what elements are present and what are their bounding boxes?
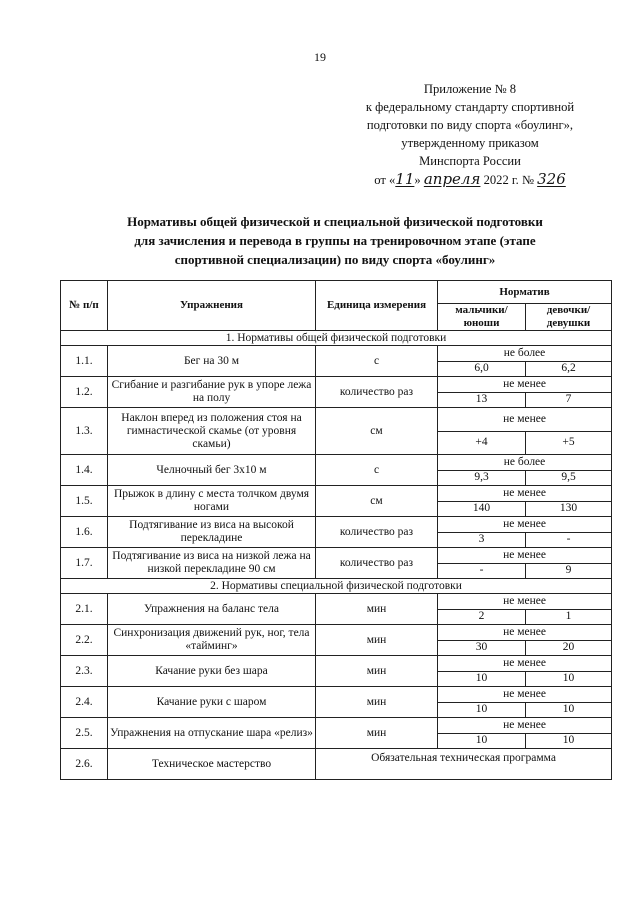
row-merged-requirement: Обязательная техническая программа <box>316 749 612 780</box>
row-condition: не менее <box>438 656 612 672</box>
appendix-line-4: утвержденному приказом <box>401 136 539 150</box>
row-number: 2.1. <box>61 594 108 625</box>
row-boys-value: 6,0 <box>438 361 526 377</box>
table-row <box>61 718 612 734</box>
row-unit: см <box>316 408 438 455</box>
row-unit: мин <box>316 594 438 625</box>
section-1-label: 1. Нормативы общей физической подготовки <box>61 331 612 346</box>
norms-table <box>60 280 612 780</box>
row-unit: см <box>316 486 438 517</box>
row-girls-value: 6,2 <box>526 361 612 377</box>
row-condition: не более <box>438 455 612 471</box>
header-num: № п/п <box>61 281 108 331</box>
row-unit: мин <box>316 625 438 656</box>
row-exercise: Прыжок в длину с места толчком двумя ногами <box>108 486 316 517</box>
order-date-line <box>330 170 610 189</box>
row-condition: не менее <box>438 408 612 432</box>
row-condition: не менее <box>438 594 612 610</box>
row-girls-value: 20 <box>526 640 612 656</box>
row-exercise: Челночный бег 3х10 м <box>108 455 316 486</box>
table-row <box>61 656 612 672</box>
row-boys-value: 10 <box>438 702 526 718</box>
table-row <box>61 346 612 362</box>
header-boys: мальчики/ юноши <box>438 304 526 331</box>
row-unit: с <box>316 455 438 486</box>
row-number: 2.4. <box>61 687 108 718</box>
row-exercise: Бег на 30 м <box>108 346 316 377</box>
appendix-line-1: Приложение № 8 <box>423 82 517 96</box>
row-exercise: Качание руки с шаром <box>108 687 316 718</box>
header-girls: девочки/ девушки <box>526 304 612 331</box>
row-number: 1.7. <box>61 548 108 579</box>
row-girls-value: +5 <box>526 431 612 455</box>
row-girls-value: 1 <box>526 609 612 625</box>
date-year: 2022 г. № <box>483 173 534 187</box>
appendix-line-5: Минспорта России <box>419 154 521 168</box>
row-exercise: Упражнения на отпускание шара «релиз» <box>108 718 316 749</box>
page-number: 19 <box>314 50 326 64</box>
row-unit: мин <box>316 656 438 687</box>
row-number: 1.3. <box>61 408 108 455</box>
row-exercise: Техническое мастерство <box>108 749 316 780</box>
row-condition: не менее <box>438 625 612 641</box>
row-condition: не менее <box>438 377 612 393</box>
header-row <box>61 281 612 304</box>
row-boys-value: 30 <box>438 640 526 656</box>
row-unit: с <box>316 346 438 377</box>
row-boys-value: 13 <box>438 392 526 408</box>
table-row <box>61 625 612 641</box>
date-mid: » <box>414 173 421 187</box>
header-unit: Единица измерения <box>316 281 438 331</box>
row-boys-value: 2 <box>438 609 526 625</box>
row-exercise: Упражнения на баланс тела <box>108 594 316 625</box>
row-condition: не более <box>438 346 612 362</box>
table-row <box>61 517 612 533</box>
row-girls-value: 7 <box>526 392 612 408</box>
row-number: 2.6. <box>61 749 108 780</box>
row-unit: количество раз <box>316 377 438 408</box>
row-boys-value: +4 <box>438 431 526 455</box>
row-number: 1.6. <box>61 517 108 548</box>
title-line-3: спортивной специализации) по виду спорта «боулинг» <box>174 252 496 267</box>
row-number: 2.5. <box>61 718 108 749</box>
appendix-line-2: к федеральному стандарту спортивной <box>365 100 575 114</box>
row-exercise: Синхронизация движений рук, ног, тела «тайминг» <box>108 625 316 656</box>
header-exercise: Упражнения <box>108 281 316 331</box>
row-boys-value: - <box>438 563 526 579</box>
title-line-1: Нормативы общей физической и специальной физической подготовки <box>127 214 543 229</box>
row-girls-value: 130 <box>526 501 612 517</box>
row-number: 2.3. <box>61 656 108 687</box>
section-2 <box>61 579 612 594</box>
row-boys-value: 140 <box>438 501 526 517</box>
row-girls-value: 10 <box>526 733 612 749</box>
table-row <box>61 377 612 393</box>
row-girls-value: - <box>526 532 612 548</box>
row-condition: не менее <box>438 486 612 502</box>
row-number: 1.2. <box>61 377 108 408</box>
row-girls-value: 9,5 <box>526 470 612 486</box>
row-exercise: Подтягивание из виса на высокой перекладине <box>108 517 316 548</box>
row-exercise: Наклон вперед из положения стоя на гимнастической скамье (от уровня скамьи) <box>108 408 316 455</box>
table-row <box>61 455 612 471</box>
row-unit: количество раз <box>316 517 438 548</box>
table-row-last <box>61 749 612 780</box>
section-2-label: 2. Нормативы специальной физической подготовки <box>61 579 612 594</box>
row-unit: количество раз <box>316 548 438 579</box>
row-condition: не менее <box>438 718 612 734</box>
row-condition: не менее <box>438 517 612 533</box>
row-number: 1.4. <box>61 455 108 486</box>
row-boys-value: 9,3 <box>438 470 526 486</box>
handwritten-month: апреля <box>423 170 481 188</box>
handwritten-order-number: 326 <box>537 170 566 188</box>
row-girls-value: 10 <box>526 702 612 718</box>
document-title <box>60 212 610 269</box>
table-row <box>61 594 612 610</box>
row-condition: не менее <box>438 687 612 703</box>
table-row <box>61 548 612 564</box>
row-exercise: Качание руки без шара <box>108 656 316 687</box>
appendix-header <box>330 80 610 189</box>
row-unit: мин <box>316 718 438 749</box>
table-row <box>61 486 612 502</box>
table-row <box>61 408 612 432</box>
appendix-line-3: подготовки по виду спорта «боулинг», <box>366 118 574 132</box>
row-number: 1.1. <box>61 346 108 377</box>
title-line-2: для зачисления и перевода в группы на тренировочном этапе (этапе <box>134 233 536 248</box>
handwritten-day: 11 <box>395 170 415 188</box>
section-1 <box>61 331 612 346</box>
row-unit: мин <box>316 687 438 718</box>
row-number: 1.5. <box>61 486 108 517</box>
header-norm: Норматив <box>438 281 612 304</box>
row-girls-value: 9 <box>526 563 612 579</box>
row-number: 2.2. <box>61 625 108 656</box>
row-boys-value: 10 <box>438 671 526 687</box>
row-condition: не менее <box>438 548 612 564</box>
date-prefix: от « <box>374 173 396 187</box>
row-girls-value: 10 <box>526 671 612 687</box>
row-exercise: Подтягивание из виса на низкой лежа на низкой перекладине 90 см <box>108 548 316 579</box>
row-exercise: Сгибание и разгибание рук в упоре лежа на полу <box>108 377 316 408</box>
row-boys-value: 3 <box>438 532 526 548</box>
table-row <box>61 687 612 703</box>
row-boys-value: 10 <box>438 733 526 749</box>
